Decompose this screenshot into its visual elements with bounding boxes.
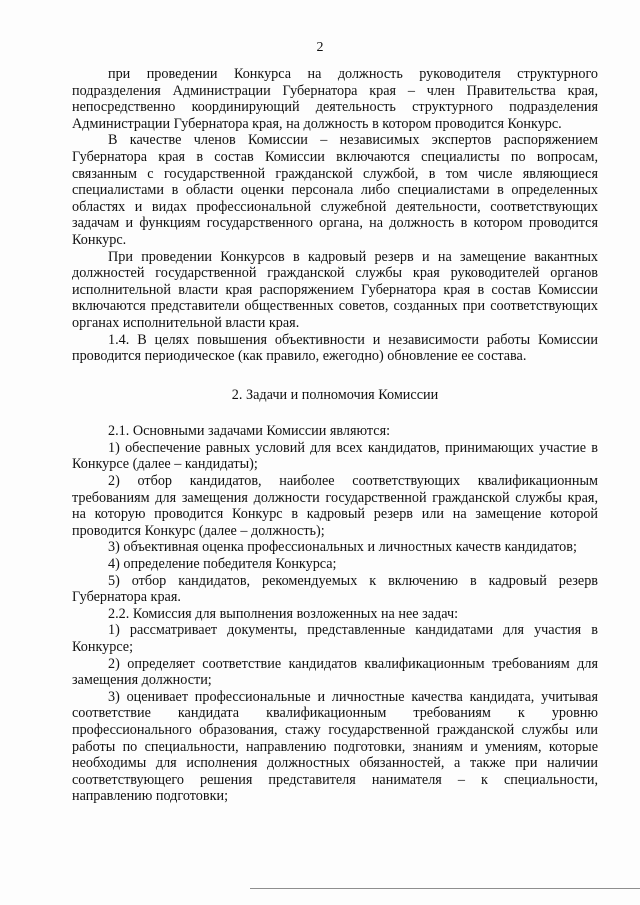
paragraphs-before-heading xyxy=(72,66,598,365)
paragraph: 3) оценивает профессиональные и личностные качества кандидата, учитывая соответствие кандидата квалификационным требованиям к уровню профессионального образования, стажу государственной гражданской службы или работы по специальности, направлению подготовки, знаниям и умениям, которые необходимы для исполнения должностных обязанностей, а также при наличии соответствующего решения представителя нанимателя – к специальности, направлению подготовки; xyxy=(72,688,598,805)
page-number: 2 xyxy=(316,40,324,55)
paragraph: При проведении Конкурсов в кадровый резерв и на замещение вакантных должностей государственной гражданской службы края руководителей органов исполнительной власти края распоряжением Губернатора края в состав Комиссии включаются представители общественных советов, созданных при соответствующих органах исполнительной власти края. xyxy=(72,248,598,331)
document-body xyxy=(72,66,598,805)
paragraph: 5) отбор кандидатов, рекомендуемых к включению в кадровый резерв Губернатора края. xyxy=(72,572,598,606)
paragraph: 2) определяет соответствие кандидатов квалификационным требованиям для замещения должности; xyxy=(72,655,598,689)
section-heading: 2. Задачи и полномочия Комиссии xyxy=(231,386,439,403)
paragraph: при проведении Конкурса на должность руководителя структурного подразделения Администрации Губернатора края – член Правительства края, непосредственно координирующий деятельность структурного подразделения Администрации Губернатора края, на должность в котором проводится Конкурс. xyxy=(72,66,598,132)
bottom-rule xyxy=(250,888,640,889)
paragraph: 1) рассматривает документы, представленные кандидатами для участия в Конкурсе; xyxy=(72,622,598,655)
paragraph: 3) объективная оценка профессиональных и личностных качеств кандидатов; xyxy=(108,539,577,556)
paragraph: 2) отбор кандидатов, наиболее соответствующих квалификационным требованиям для замещения должности государственной гражданской службы края, на которую проводится Конкурс в кадровый резерв или на замещение которой проводится Конкурс (далее – должность); xyxy=(72,473,598,539)
paragraph: 1.4. В целях повышения объективности и независимости работы Комиссии проводится периодическое (как правило, ежегодно) обновление ее состава. xyxy=(72,331,598,365)
paragraph: 2.2. Комиссия для выполнения возложенных на нее задач: xyxy=(108,605,459,622)
paragraphs-after-heading xyxy=(72,423,598,805)
paragraph: В качестве членов Комиссии – независимых экспертов распоряжением Губернатора края в состав Комиссии включаются специалисты по вопросам, связанным с государственной гражданской службой, в том числе являющиеся специалистами в области оценки персонала либо специалистами в определенных областях и видах профессиональной служебной деятельности, соответствующих задачам и функциям государственного органа, на должность в котором проводится Конкурс. xyxy=(72,132,598,248)
paragraph: 2.1. Основными задачами Комиссии являются: xyxy=(108,423,391,440)
paragraph: 1) обеспечение равных условий для всех кандидатов, принимающих участие в Конкурсе (далее – кандидаты); xyxy=(72,439,598,473)
paragraph: 4) определение победителя Конкурса; xyxy=(108,556,337,573)
